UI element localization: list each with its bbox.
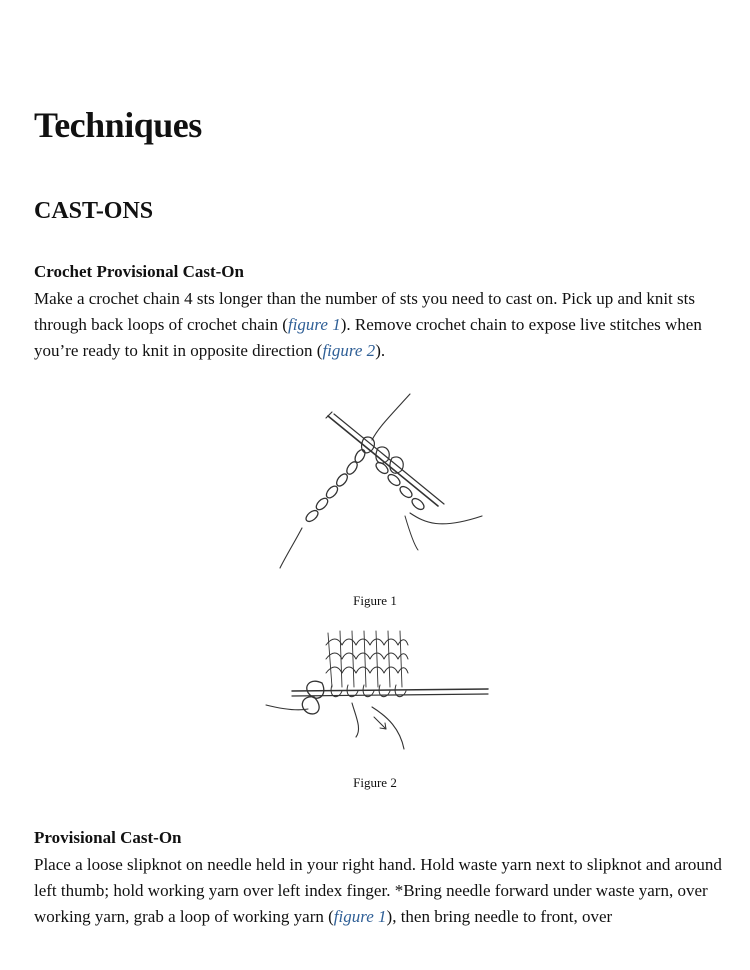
figure-1-caption: Figure 1 <box>353 593 397 608</box>
crochet-text-1: Make a crochet chain 4 sts longer than the number of sts you need to cast on. Pick up and knit sts through back loops of crochet chain ( <box>34 289 695 334</box>
crochet-provisional-section <box>34 261 724 364</box>
figure-2-caption: Figure 2 <box>353 775 397 790</box>
page-title: Techniques <box>34 105 202 145</box>
crochet-provisional-heading: Crochet Provisional Cast-On <box>34 262 244 281</box>
provisional-text-1: Place a loose slipknot on needle held in your right hand. Hold waste yarn next to slipknot and around left thumb; hold working yarn over left index finger. *Bring needle forward under waste yarn, over working yarn, grab a loop of working yarn ( <box>34 855 722 926</box>
provisional-text-2: ), then bring needle to front, over <box>386 907 613 926</box>
provisional-section <box>34 827 724 930</box>
section-title: CAST-ONS <box>34 198 154 224</box>
provisional-heading: Provisional Cast-On <box>34 828 182 847</box>
figure-1-link[interactable]: figure 1 <box>287 315 341 334</box>
figure-2-link[interactable]: figure 2 <box>322 341 376 360</box>
figure-2-illustration <box>262 625 492 755</box>
crochet-provisional-paragraph <box>34 286 724 364</box>
crochet-text-2: ). Remove crochet chain to expose live stitches when you’re ready to knit in opposite direction ( <box>34 315 702 360</box>
crochet-text-3: ). <box>375 341 386 360</box>
figure-1-illustration <box>260 388 500 573</box>
provisional-paragraph <box>34 852 724 930</box>
provisional-figure-1-link[interactable]: figure 1 <box>333 907 387 926</box>
